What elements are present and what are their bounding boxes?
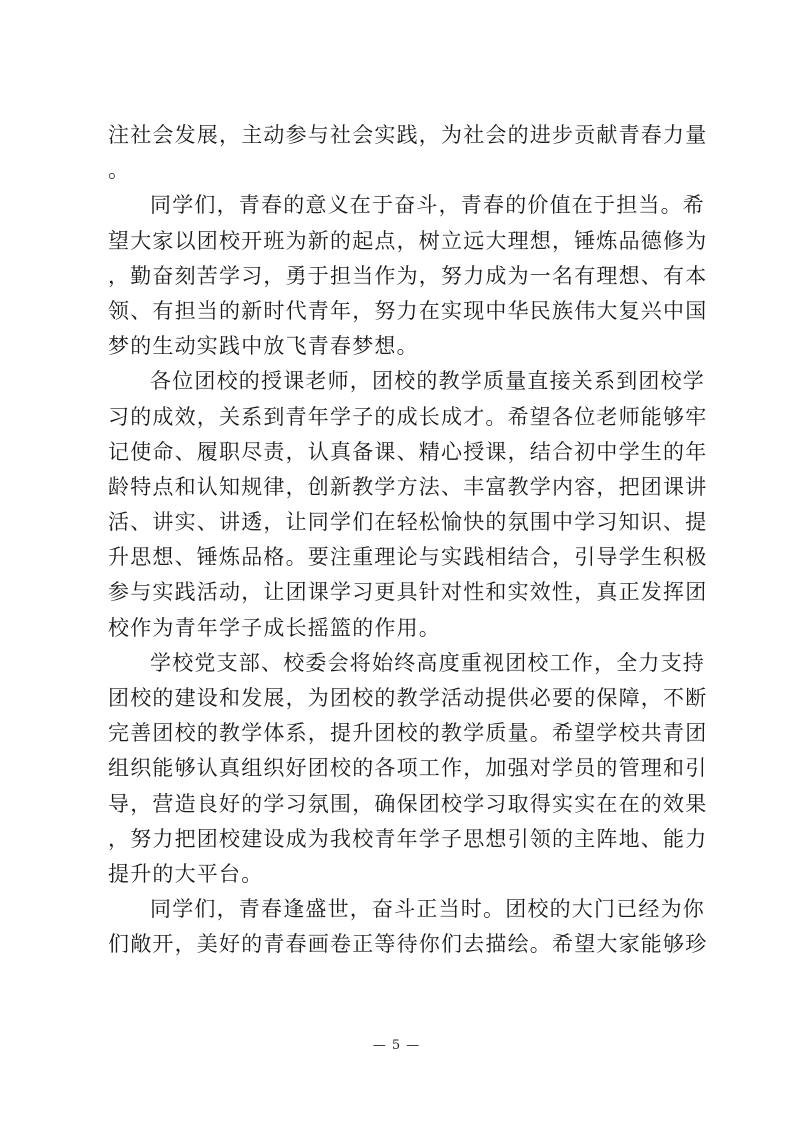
text-line: 注社会发展，主动参与社会实践，为社会的进步贡献青春力量 (108, 123, 708, 147)
text-line: 学校党支部、校委会将始终高度重视团校工作，全力支持 (150, 650, 705, 675)
text-line: 导，营造良好的学习氛围，确保团校学习取得实实在在的效果 (108, 791, 708, 816)
document-body (108, 118, 708, 963)
text-line: 升思想、锤炼品格。要注重理论与实践相结合，引导学生积极 (108, 545, 708, 570)
text-line: 组织能够认真组织好团校的各项工作，加强对学员的管理和引 (108, 756, 708, 781)
text-line: 校作为青年学子成长摇篮的作用。 (108, 615, 441, 640)
text-line: 参与实践活动，让团课学习更具针对性和实效性，真正发挥团 (108, 580, 708, 605)
text-line: 望大家以团校开班为新的起点，树立远大理想，锤炼品德修为 (108, 228, 708, 253)
paragraph (108, 364, 708, 646)
paragraph (108, 188, 708, 364)
text-line: 龄特点和认知规律，创新教学方法、丰富教学内容，把团课讲 (108, 474, 708, 499)
text-line: 记使命、履职尽责，认真备课、精心授课，结合初中学生的年 (108, 439, 708, 464)
text-line: 团校的建设和发展，为团校的教学活动提供必要的保障，不断 (108, 686, 708, 710)
text-line: 同学们，青春逢盛世，奋斗正当时。团校的大门已经为你 (150, 897, 705, 922)
text-line: 各位团校的授课老师，团校的教学质量直接关系到团校学 (150, 369, 705, 394)
text-line: 们敞开，美好的青春画卷正等待你们去描绘。希望大家能够珍 (108, 932, 708, 957)
text-line: ，努力把团校建设成为我校青年学子思想引领的主阵地、能力 (108, 826, 708, 851)
text-line: 完善团校的教学体系，提升团校的教学质量。希望学校共青团 (108, 721, 708, 746)
text-line: 习的成效，关系到青年学子的成长成才。希望各位老师能够牢 (108, 404, 708, 429)
paragraph (108, 646, 708, 892)
paragraph (108, 118, 708, 188)
text-line: 。 (108, 158, 131, 183)
text-line: 同学们，青春的意义在于奋斗，青春的价值在于担当。希 (150, 193, 705, 218)
text-line: 梦的生动实践中放飞青春梦想。 (108, 334, 419, 359)
text-line: 领、有担当的新时代青年，努力在实现中华民族伟大复兴中国 (108, 298, 708, 323)
page-number: — 5 — (372, 1038, 421, 1053)
paragraph (108, 892, 708, 962)
text-line: 提升的大平台。 (108, 861, 264, 886)
text-line: 活、讲实、讲透，让同学们在轻松愉快的氛围中学习知识、提 (108, 510, 708, 535)
text-line: ，勤奋刻苦学习，勇于担当作为，努力成为一名有理想、有本 (108, 263, 708, 288)
